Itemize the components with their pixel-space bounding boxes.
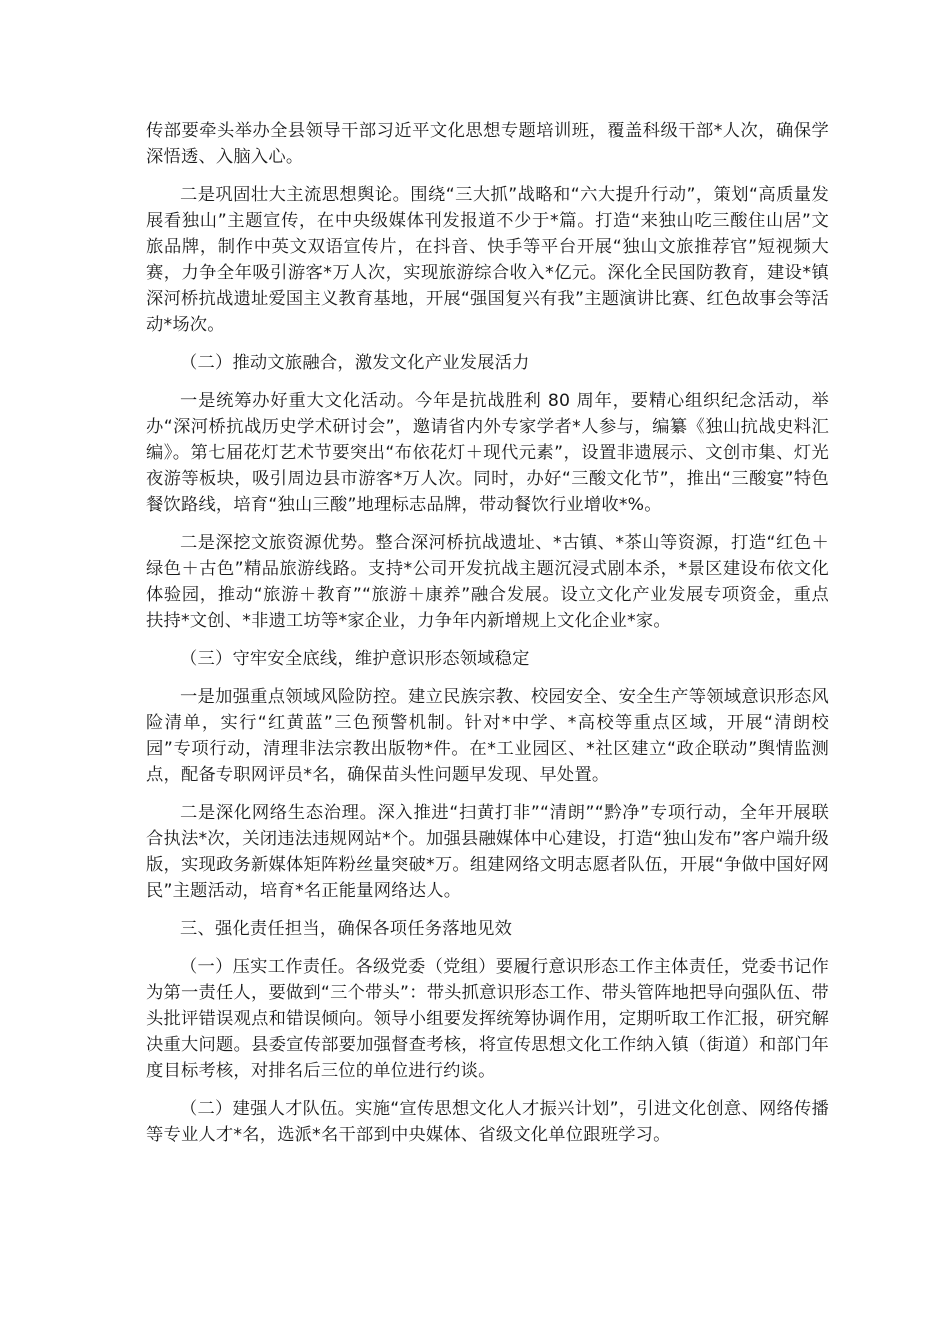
section-heading-3: （三）守牢安全底线，维护意识形态领域稳定 — [180, 649, 530, 669]
paragraph-1: 传部要牵头举办全县领导干部习近平文化思想专题培训班，覆盖科级干部*人次，确保学深悟透、入脑入心。 — [146, 121, 829, 167]
paragraph-2: 二是巩固壮大主流思想舆论。围绕“三大抓”战略和“六大提升行动”，策划“高质量发展看独山”主题宣传，在中央级媒体刊发报道不少于*篇。打造“来独山吃三酸住山居”文旅品牌，制作中英文双语宣传片，在抖音、快手等平台开展“独山文旅推荐官”短视频大赛，力争全年吸引游客*万人次，实现旅游综合收入*亿元。深化全民国防教育，建设*镇深河桥抗战遗址爱国主义教育基地，开展“强国复兴有我”主题演讲比赛、红色故事会等活动*场次。 — [146, 185, 829, 335]
paragraph-5: 二是深挖文旅资源优势。整合深河桥抗战遗址、*古镇、*茶山等资源，打造“红色＋绿色＋古色”精品旅游线路。支持*公司开发抗战主题沉浸式剧本杀，*景区建设布依文化体验园，推动“旅游＋教育”“旅游＋康养”融合发展。设立文化产业发展专项资金，重点扶持*文创、*非遗工坊等*家企业，力争年内新增规上文化企业*家。 — [146, 533, 829, 631]
paragraph-4: 一是统筹办好重大文化活动。今年是抗战胜利 80 周年，要精心组织纪念活动，举办“深河桥抗战历史学术研讨会”，邀请省内外专家学者*人参与，编纂《独山抗战史料汇编》。第七届花灯艺术节要突出“布依花灯＋现代元素”，设置非遗展示、文创市集、灯光夜游等板块，吸引周边县市游客*万人次。同时，办好“三酸文化节”，推出“三酸宴”特色餐饮路线，培育“独山三酸”地理标志品牌，带动餐饮行业增收*%。 — [146, 391, 829, 515]
chapter-heading-3: 三、强化责任担当，确保各项任务落地见效 — [180, 919, 513, 939]
paragraph-11: （二）建强人才队伍。实施“宣传思想文化人才振兴计划”，引进文化创意、网络传播等专业人才*名，选派*名干部到中央媒体、省级文化单位跟班学习。 — [146, 1099, 829, 1145]
paragraph-7: 一是加强重点领域风险防控。建立民族宗教、校园安全、安全生产等领域意识形态风险清单，实行“红黄蓝”三色预警机制。针对*中学、*高校等重点区域，开展“清朗校园”专项行动，清理非法宗教出版物*件。在*工业园区、*社区建立“政企联动”舆情监测点，配备专职网评员*名，确保苗头性问题早发现、早处置。 — [146, 687, 829, 785]
document-page — [146, 118, 829, 1160]
paragraph-8: 二是深化网络生态治理。深入推进“扫黄打非”“清朗”“黔净”专项行动，全年开展联合执法*次，关闭违法违规网站*个。加强县融媒体中心建设，打造“独山发布”客户端升级版，实现政务新媒体矩阵粉丝量突破*万。组建网络文明志愿者队伍，开展“争做中国好网民”主题活动，培育*名正能量网络达人。 — [146, 803, 829, 901]
section-heading-2: （二）推动文旅融合，激发文化产业发展活力 — [180, 353, 530, 373]
paragraph-10: （一）压实工作责任。各级党委（党组）要履行意识形态工作主体责任，党委书记作为第一责任人，要做到“三个带头”：带头抓意识形态工作、带头管阵地把导向强队伍、带头批评错误观点和错误倾向。领导小组要发挥统筹协调作用，定期听取工作汇报，研究解决重大问题。县委宣传部要加强督查考核，将宣传思想文化工作纳入镇（街道）和部门年度目标考核，对排名后三位的单位进行约谈。 — [146, 957, 829, 1081]
